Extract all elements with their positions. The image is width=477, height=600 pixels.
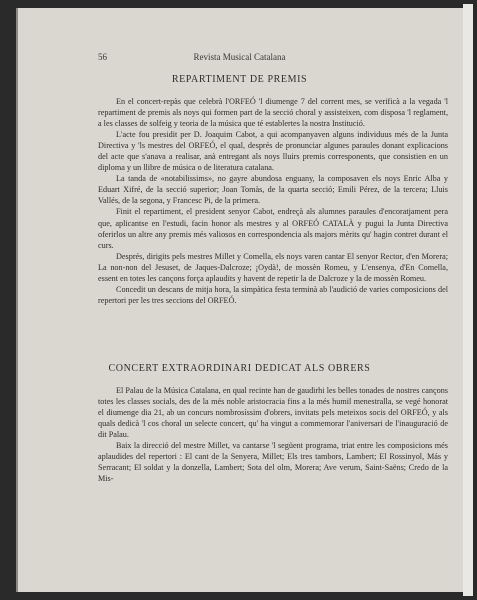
paragraph: Finit el repartiment, el president senyor Cabot, endreçà als alumnes paraules d'encoratjament pera que, aplicantse en l'estudi, facin honor als mestres y al ORFEÓ CATALÀ y pugui la Junta Directiva oferirlos un altre any premis més valiosos en correspondencia als majors mèrits qu' hagin contret durant el curs. [98,207,448,250]
page-number: 56 [98,52,107,62]
page-edge [463,4,473,596]
book-page [16,8,463,592]
section-body [98,96,448,306]
section-body [98,385,448,484]
paragraph: Baix la direcció del mestre Millet, va cantarse 'l següent programa, triat entre les composicions més aplaudides del repertori : El cant de la Senyera, Millet; Els tres tambors, Lambert; El Rossinyol, Más y Serracant; El soldat y la donzella, Lambert; Sota del olm, Morera; Ave verum, Saint-Saëns; Credo de la Mis- [98,441,448,484]
section-title: REPARTIMENT DE PREMIS [171,74,308,85]
paragraph: Després, dirigits pels mestres Millet y Comella, els noys varen cantar El senyor Rector, d'en Morera; La non-non del Jesuset, de Jaques-Dalcroze; ¡Oydà!, de mossèn Romeu, y L'ensenya, d'En Comella, essent en totes les cançons força aplaudits y havent de repetir la de Dalcroze y la de mossèn Romeu. [98,251,448,283]
paragraph: L'acte fou presidit per D. Joaquim Cabot, a qui acompanyaven alguns individuus més de la Junta Directiva y 'ls mestres del ORFEÓ, el qual, després de pronunciar algunes paraules donant explicacions del acte que s'anava a realisar, anà entregant als noys lluirs premis corresponents, que consistien en un diploma y un llibre de música o de literatura catalana. [98,130,448,173]
paragraph: El Palau de la Música Catalana, en qual recinte han de gaudirhi les belles tonades de nostres cançons totes les classes socials, des de la més noble aristocracia fins a la més humil menestralla, se vegé honorat el diumenge dia 21, ab un concurs nombrosíssim d'obrers, invitats pels meteixos socis del ORFEÓ, y als quals dedicà 'l cos choral un selecte concert, qu' ha vingut a commemorar l'aniversari de l'inauguració de dit Palau. [98,386,448,440]
paragraph: La tanda de «notabilissims», no gayre abundosa enguany, la composaven els noys Enric Alba y Eduart Xifré, de la secció superior; Joan Tomàs, de la quarta secció; Emili Pérez, de la tercera; Lluis Vallés, de la segona, y Francesc Pi, de la primera. [98,174,448,206]
paragraph: Concedit un descans de mitja hora, la simpàtica festa terminà ab l'audició de varies composicions del repertori per les tres seccions del ORFEÓ. [98,284,448,305]
running-title: Revista Musical Catalana [193,52,286,62]
section-title: CONCERT EXTRAORDINARI DEDICAT ALS OBRERS [108,363,371,374]
paragraph: En el concert-repàs que celebrà l'ORFEÓ 'l diumenge 7 del corrent mes, se verificà a la vegada 'l repartiment de premis als noys qui formen part de la secció choral y assisteixen, com disposa 'l reglament, a les classes de solfeig y teoria de la música que té establertes la nostra Institució. [98,97,448,129]
